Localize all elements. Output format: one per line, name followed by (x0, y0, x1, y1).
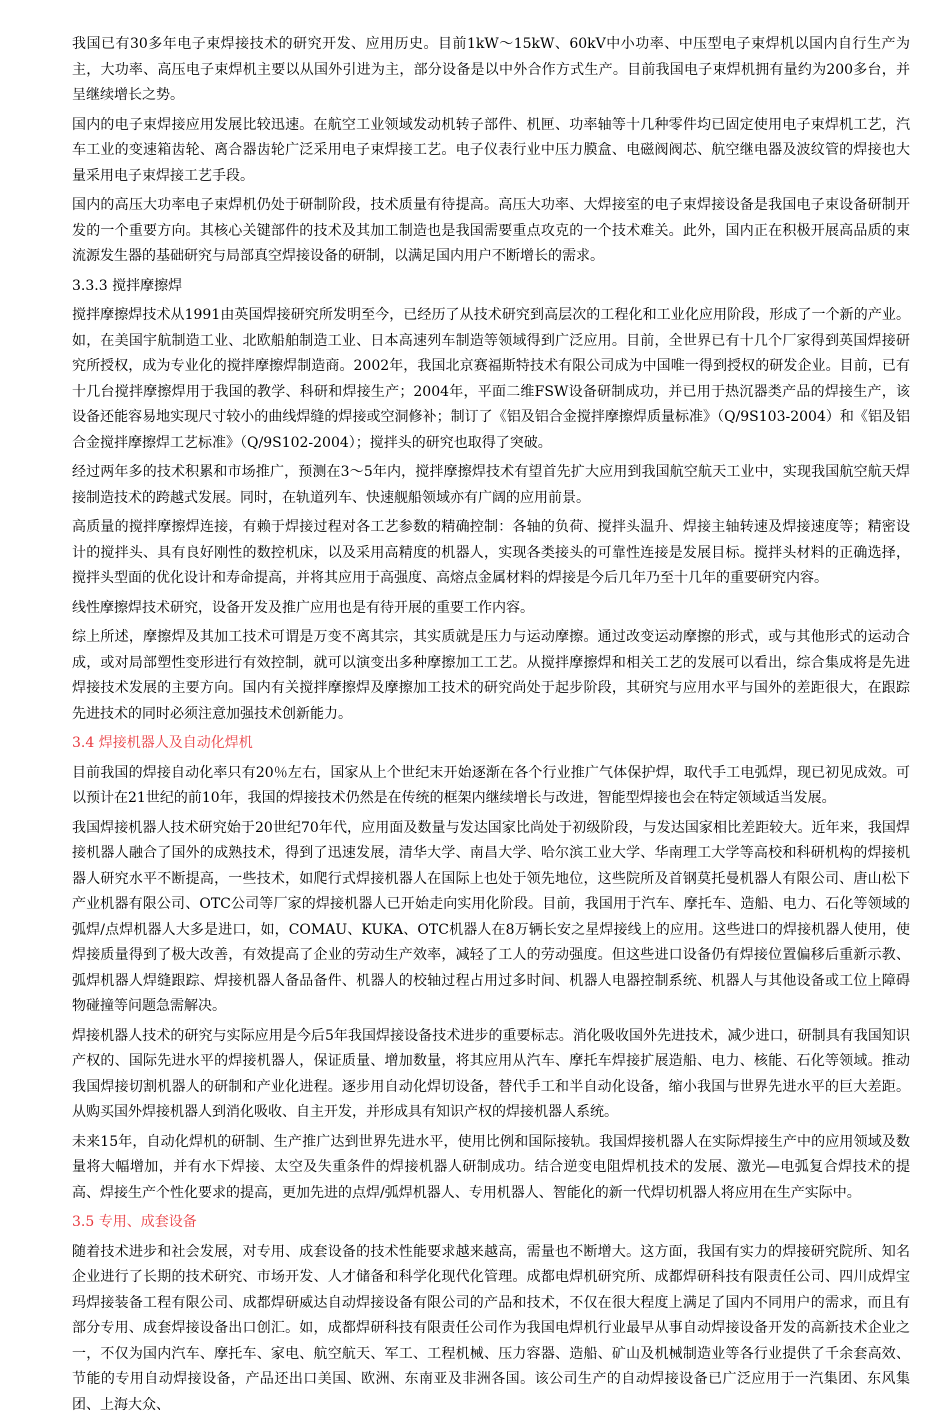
para-friction-summary: 综上所述，摩擦焊及其加工技术可谓是万变不离其宗，其实质就是压力与运动摩擦。通过改变运动摩擦的形式，或与其他形式的运动合成，或对局部塑性变形进行有效控制，就可以演变出多种摩擦加工工艺。从搅拌摩擦焊和相关工艺的发展可以看出，综合集成将是先进焊接技术发展的主要方向。国内有关搅拌摩擦焊及摩擦加工技术的研究尚处于起步阶段，其研究与应用水平与国外的差距很大，在跟踪先进技术的同时必须注意加强技术创新能力。 (72, 625, 910, 727)
para-special-equipment: 随着技术进步和社会发展，对专用、成套设备的技术性能要求越来越高，需量也不断增大。这方面，我国有实力的焊接研究院所、知名企业进行了长期的技术研究、市场开发、人才储备和科学化现代化管理。成都电焊机研究所、成都焊研科技有限责任公司、四川成焊宝玛焊接装备工程有限公司、成都焊研威达自动焊接设备有限公司的产品和技术，不仅在很大程度上满足了国内不同用户的需求，而且有部分专用、成套焊接设备出口创汇。如，成都焊研科技有限责任公司作为我国电焊机行业最早从事自动焊接设备开发的高新技术企业之一，不仅为国内汽车、摩托车、家电、航空航天、军工、工程机械、压力容器、造船、矿山及机械制造业等各行业提供了千余套高效、节能的专用自动焊接设备，产品还出口美国、欧洲、东南亚及非洲各国。该公司生产的自动焊接设备已广泛应用于一汽集团、东风集团、上海大众、 (72, 1240, 910, 1418)
para-robot-next15: 未来15年，自动化焊机的研制、生产推广达到世界先进水平，使用比例和国际接轨。我国焊接机器人在实际焊接生产中的应用领域及数量将大幅增加，并有水下焊接、太空及失重条件的焊接机器人研制成功。结合逆变电阻焊机技术的发展、激光—电弧复合焊技术的提高、焊接生产个性化要求的提高，更加先进的点焊/弧焊机器人、专用机器人、智能化的新一代焊切机器人将应用在生产实际中。 (72, 1130, 910, 1207)
heading-3-3-3: 3.3.3 搅拌摩擦焊 (72, 274, 910, 300)
heading-3-4: 3.4 焊接机器人及自动化焊机 (72, 731, 910, 757)
para-fsw-quality: 高质量的搅拌摩擦焊连接，有赖于焊接过程对各工艺参数的精确控制：各轴的负荷、搅拌头温升、焊接主轴转速及焊接速度等；精密设计的搅拌头、具有良好刚性的数控机床，以及采用高精度的机器人，实现各类接头的可靠性连接是发展目标。搅拌头材料的正确选择，搅拌头型面的优化设计和寿命提高，并将其应用于高强度、高熔点金属材料的焊接是今后几年乃至十几年的重要研究内容。 (72, 515, 910, 592)
para-automation-rate: 目前我国的焊接自动化率只有20％左右，国家从上个世纪末开始逐渐在各个行业推广气体保护焊，取代手工电弧焊，现已初见成效。可以预计在21世纪的前10年，我国的焊接技术仍然是在传统的框架内继续增长与改进，智能型焊接也会在特定领域适当发展。 (72, 761, 910, 812)
para-ebw-high-voltage: 国内的高压大功率电子束焊机仍处于研制阶段，技术质量有待提高。高压大功率、大焊接室的电子束焊接设备是我国电子束设备研制开发的一个重要方向。其核心关键部件的技术及其加工制造也是我国需要重点攻克的一个技术难关。此外，国内正在积极开展高品质的束流源发生器的基础研究与局部真空焊接设备的研制，以满足国内用户不断增长的需求。 (72, 193, 910, 270)
para-fsw-history: 搅拌摩擦焊技术从1991由英国焊接研究所发明至今，已经历了从技术研究到高层次的工程化和工业化应用阶段，形成了一个新的产业。如，在美国宇航制造工业、北欧船舶制造工业、日本高速列车制造等领域得到广泛应用。目前，全世界已有十几个厂家得到英国焊接研究所授权，成为专业化的搅拌摩擦焊制造商。2002年，我国北京赛福斯特技术有限公司成为中国唯一得到授权的研发企业。目前，已有十几台搅拌摩擦焊用于我国的教学、科研和焊接生产；2004年，平面二维FSW设备研制成功，并已用于热沉器类产品的焊接生产，该设备还能容易地实现尺寸较小的曲线焊缝的焊接或空洞修补；制订了《铝及铝合金搅拌摩擦焊质量标准》（Q/9S103-2004）和《铝及铝合金搅拌摩擦焊工艺标准》（Q/9S102-2004）；搅拌头的研究也取得了突破。 (72, 303, 910, 456)
para-linear-friction: 线性摩擦焊技术研究，设备开发及推广应用也是有待开展的重要工作内容。 (72, 596, 910, 622)
para-ebw-history: 我国已有30多年电子束焊接技术的研究开发、应用历史。目前1kW～15kW、60kV中小功率、中压型电子束焊机以国内自行生产为主，大功率、高压电子束焊机主要以从国外引进为主，部分设备是以中外合作方式生产。目前我国电子束焊机拥有量约为200多台，并呈继续增长之势。 (72, 32, 910, 109)
para-fsw-outlook: 经过两年多的技术积累和市场推广，预测在3～5年内，搅拌摩擦焊技术有望首先扩大应用到我国航空航天工业中，实现我国航空航天焊接制造技术的跨越式发展。同时，在轨道列车、快速舰船领域亦有广阔的应用前景。 (72, 460, 910, 511)
heading-3-5: 3.5 专用、成套设备 (72, 1210, 910, 1236)
para-robot-research: 我国焊接机器人技术研究始于20世纪70年代，应用面及数量与发达国家比尚处于初级阶段，与发达国家相比差距较大。近年来，我国焊接机器人融合了国外的成熟技术，得到了迅速发展，清华大学、南昌大学、哈尔滨工业大学、华南理工大学等高校和科研机构的焊接机器人研究水平不断提高，一些技术，如爬行式焊接机器人在国际上也处于领先地位，这些院所及首钢莫托曼机器人有限公司、唐山松下产业机器有限公司、OTC公司等厂家的焊接机器人已开始走向实用化阶段。目前，我国用于汽车、摩托车、造船、电力、石化等领域的弧焊/点焊机器人大多是进口，如，COMAU、KUKA、OTC机器人在8万辆长安之星焊接线上的应用。这些进口的焊接机器人使用，使焊接质量得到了极大改善，有效提高了企业的劳动生产效率，减轻了工人的劳动强度。但这些进口设备仍有焊接位置偏移后重新示教、弧焊机器人焊缝跟踪、焊接机器人备品备件、机器人的校轴过程占用过多时间、机器人电器控制系统、机器人与其他设备或工位上障碍物碰撞等问题急需解决。 (72, 816, 910, 1020)
para-ebw-applications: 国内的电子束焊接应用发展比较迅速。在航空工业领域发动机转子部件、机匣、功率轴等十几种零件均已固定使用电子束焊机工艺，汽车工业的变速箱齿轮、离合器齿轮广泛采用电子束焊接工艺。电子仪表行业中压力膜盒、电磁阀阀芯、航空继电器及波纹管的焊接也大量采用电子束焊接工艺手段。 (72, 113, 910, 190)
para-robot-next5: 焊接机器人技术的研究与实际应用是今后5年我国焊接设备技术进步的重要标志。消化吸收国外先进技术，减少进口，研制具有我国知识产权的、国际先进水平的焊接机器人，保证质量、增加数量，将其应用从汽车、摩托车焊接扩展造船、电力、核能、石化等领域。推动我国焊接切割机器人的研制和产业化进程。逐步用自动化焊切设备，替代手工和半自动化设备，缩小我国与世界先进水平的巨大差距。从购买国外焊接机器人到消化吸收、自主开发，并形成具有知识产权的焊接机器人系统。 (72, 1024, 910, 1126)
